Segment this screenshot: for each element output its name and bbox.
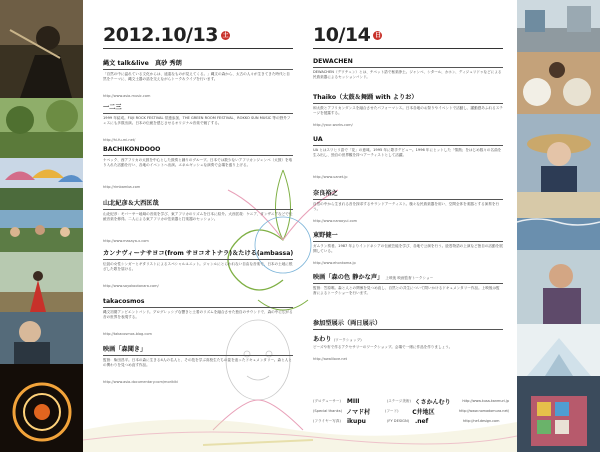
photo-tent [517,324,600,376]
photo-umbrellas [0,158,83,210]
program-entry [103,248,293,288]
program-entry [313,334,503,361]
photo-woman-hat [517,114,600,192]
photo-drummers [517,52,600,114]
entry-description: 縄文初期アンビエントバンド。プログレッシブな響きと土着のリズムを融合させた独自のサウンドで、森の中に広がる音の世界を表現する。 [103,309,293,319]
credit-name-secondary: C井地区 [412,408,435,416]
entry-description: 1999 年結成。FUJI ROCK FESTIVAL 常連参加、THE GREEN ROOM FESTIVAL、ROKKO SUN MUSIC 等の野外フェスにも多数出演。日本の伝統を感じさせるオリジナル音楽で魅了する。 [103,115,291,125]
entry-title: カンナヴィーナサヨコ(from サヨコオトナラ)＆たける(ambassa) [103,250,293,257]
entry-url[interactable]: http://www.sayokootonara.com/ [103,283,159,288]
entry-title: 奈良裕之 [313,190,338,197]
entry-title [313,272,503,281]
entry-description: 伝説の女性シンガーとギタリストによるスペシャルユニット。ジャンルにとらわれない自由な音楽で、日本の土地に根ざした歌を届ける。 [103,261,293,271]
credit-url[interactable]: http://www.nomadomura.net/ [458,409,509,413]
entry-url[interactable]: http://www.asia-documentary.com/morikiki [103,379,178,384]
entry-rule [313,199,503,200]
photo-musician-right [517,250,600,324]
entry-title: 東野健一 [313,232,338,239]
credit-url[interactable]: http://nef-design.com [463,419,500,423]
day-badge-sunday: 日 [375,32,381,39]
entry-title: 一二三 [103,104,122,111]
credits-block [313,396,509,426]
entry-title [313,334,503,343]
credit-label: (プロデューサー) [313,398,341,403]
entry-title: Thaiko（太鼓＆舞踊 with よりお） [313,94,418,101]
photo-trees [0,98,83,158]
entry-url[interactable]: http://takacosmos.blog.com [103,331,152,336]
photo-musician [0,312,83,364]
entry-description: 監督：笠原唯。森と人との関係を見つめ直し、自然との共生について問いかけるドキュメンタリー作品。上映後は監督によるトークショーを行います。 [313,285,500,295]
entry-description: ガムラン奏者。1987 年よりインドネシアの伝統芸能を学び、各地で公演を行う。絵巻物語の上演など独自の活動を展開している。 [313,243,503,253]
date-sunday-text: 10/14 [313,24,371,46]
entry-rule [313,67,503,68]
photo-mosaic-structure [517,376,600,452]
photo-fire-dance [0,364,83,452]
entry-url[interactable]: http://your-works.com/ [313,122,353,127]
entry-url[interactable]: http://www.masaya-x.com [103,238,149,243]
entry-title: 山北紀彦＆大西匡哉 [103,200,159,207]
entry-rule [103,155,293,156]
entry-rule [313,241,503,242]
credits-row [313,396,509,406]
entry-title: 映画「森聞き」 [103,346,147,353]
program-entry [313,318,503,332]
program-entry [313,230,503,265]
entry-url[interactable]: http://awalilove.net [313,357,348,361]
entry-url[interactable]: http://www.uanet.jp [313,174,348,179]
right-photo-strip [517,0,600,452]
entry-rule [103,209,293,210]
credits-row [313,406,509,416]
day-badge-saturday: 土 [222,32,229,39]
entry-title: 縄文 talk&live 真砂 秀朗 [103,60,182,67]
program-entry [313,188,503,223]
credit-url[interactable]: http://www.kusa-kanmuri.jp [462,399,509,403]
program-entry [313,136,503,179]
date-saturday-text: 2012.10/13 [103,24,218,46]
entry-description: ケベック、西アフリカの太鼓を中心とした鼓奏と踊りのグループ。日本では数少ないアフリカンジェンベ（太鼓）を取り入れた活動を行い、各地のイベントへ出演。エネルギッシュな演奏で会場を盛り上げる。 [103,157,293,167]
entry-url[interactable]: http://rimbamba.com [103,184,141,189]
date-rule-right [313,48,503,49]
entry-subtitle: (ワークショップ) [333,338,362,342]
entry-title: BACHIKONDOOO [103,146,161,153]
entry-description: DEWACHEN（デワチェン）とは、チベット語で極楽浄土。ジャンベ、シタール、カホン、ディジュリドゥなどによる民族楽器によるセッションバンド。 [313,69,502,79]
photo-street-scene [517,0,600,52]
entry-description: 和太鼓とアフリカンダンスを融合させたパフォーマンス。日本各地のお祭りやイベントで活動し、躍動感あふれるステージを披露する。 [313,105,503,115]
entry-rule [103,307,293,308]
entry-rule [103,113,293,114]
entry-title-text: 映画「森の色 静かな声」 [313,274,384,281]
entry-rule [313,283,503,284]
program-entry [103,298,293,336]
entry-description: 山北紀彦：モバーサー地域の音楽を学び、東アフリカのリズムを日本に紹介。大西匡哉：ケニア、タンザニアなどで伝統音楽を修得。二人による東アフリカの弦楽器と打楽器のセッション。 [103,211,293,221]
date-rule-left [103,48,293,49]
entry-description: 「自然の中に溢れている文化からは、遥遠なものが見えてくる。」縄文の森から、太古の人々が生きてきた時代と自然をテーマに、縄文土器の話を交えながらトーク＆ライブを行います。 [103,71,290,81]
entry-title-text: あわり [313,336,332,343]
credit-label-secondary: (FY DESIGN) [387,419,410,423]
credit-name-secondary: .nef [415,417,429,425]
entry-title: 参加型展示（両日展示） [313,320,382,327]
credits-row [313,416,509,426]
left-photo-strip [0,0,83,452]
entry-url[interactable]: http://www.naraoyui.com [313,218,358,223]
entry-rule [103,69,293,70]
photo-dancers [0,252,83,312]
entry-url[interactable]: http://hi-fu-mi.net/ [103,137,136,142]
entry-description: UA とはスワヒリ語で「花」の意味。1995 年に歌手デビュー。1996 年にヒットした「情熱」をはじめ数々の名曲を生み出し、独自の世界観を持つアーティストとして活躍。 [313,147,502,157]
entry-rule [103,355,293,356]
date-saturday [103,24,230,46]
credit-label-secondary: (フード) [385,408,399,413]
entry-title: takacosmos [103,298,145,305]
program-entry [313,58,503,86]
program-entry [313,92,503,127]
credit-label-secondary: (ステージ美術) [386,398,411,403]
entry-rule [103,259,293,260]
program-panel [83,0,517,452]
program-entry [103,344,293,384]
credit-name-secondary: くさかんむり [414,398,451,406]
program-entry [103,198,293,243]
entry-rule [313,329,503,330]
photo-crowd [0,210,83,252]
program-entry [103,146,293,189]
entry-description: 監督：柴田昌平。日本の森に生きる4人の名人と、その技を学ぶ高校生たちの姿を追ったドキュメンタリー。森と人との関わりを見つめ直す作品。 [103,357,292,367]
credit-name: MIII [346,397,360,405]
program-entry [103,58,293,98]
credit-name: ノマド村 [346,408,371,416]
program-entry [103,102,293,142]
entry-subtitle: 上映後 映画監督トークショー [385,276,434,280]
photo-flute-player [0,0,83,98]
program-entry [313,272,503,312]
entry-rule [313,103,503,104]
entry-title: DEWACHEN [313,58,353,65]
entry-url[interactable]: http://www.asia-music.com [103,93,151,98]
entry-rule [313,145,503,146]
credit-label: (フライヤー写真) [313,418,341,423]
entry-title: UA [313,136,323,143]
entry-description: ビーズや布で作るアクセサリーのワークショップ。会場で一緒に作品を作りましょう。 [313,345,453,349]
entry-description: 自然の中から生まれる音を探求するサウンドアーティスト。様々な民族楽器を用い、空間全体を楽器とする演奏を行う。 [313,201,500,211]
entry-url[interactable]: http://www.ehonkoma.jp [313,260,356,265]
credit-name: ikupu [347,417,366,425]
credit-label: (Special thanks) [313,409,343,413]
date-sunday [313,24,382,46]
photo-water [517,192,600,250]
